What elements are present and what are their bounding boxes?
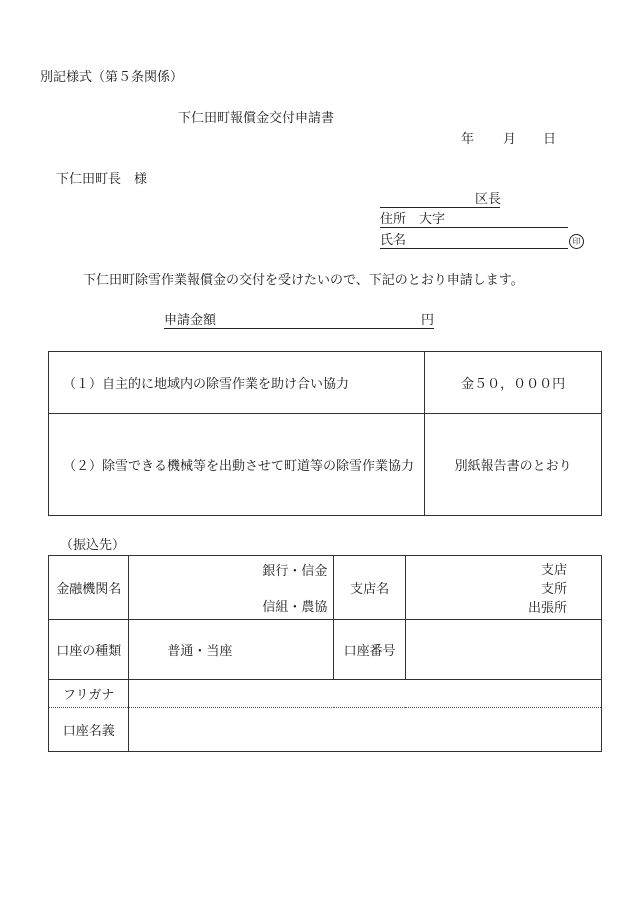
table-row — [49, 620, 602, 680]
account-number-label: 口座番号 — [334, 620, 405, 680]
bank-section-label: （振込先） — [60, 538, 126, 553]
address-label: 住所 大字 — [380, 212, 446, 227]
addressee: 下仁田町長 様 — [56, 172, 148, 187]
furigana-field[interactable] — [129, 680, 602, 708]
branch-type-shucchojo: 出張所 — [527, 601, 567, 616]
date-month-label: 月 — [503, 132, 517, 147]
institution-label: 金融機関名 — [49, 556, 129, 620]
item-value: 別紙報告書のとおり — [425, 414, 602, 516]
table-row — [49, 556, 602, 620]
institution-field[interactable] — [129, 556, 334, 620]
table-row — [49, 680, 602, 708]
account-holder-label: 口座名義 — [49, 708, 129, 752]
item-description: （１）自主的に地域内の除雪作業を助け合い協力 — [49, 352, 425, 414]
account-number-field[interactable] — [405, 620, 601, 680]
account-holder-field[interactable] — [129, 708, 602, 752]
item-value: 金５０，０００円 — [425, 352, 602, 414]
item-description: （２）除雪できる機械等を出動させて町道等の除雪作業協力 — [49, 414, 425, 516]
institution-types-bottom: 信組・農協 — [262, 600, 328, 615]
seal-text: 印 — [569, 234, 584, 249]
seal-mark — [569, 234, 584, 249]
address-underline — [380, 227, 568, 228]
date-day-label: 日 — [543, 132, 557, 147]
bank-table — [48, 555, 602, 752]
district-suffix: 区長 — [475, 192, 502, 207]
items-table — [48, 351, 602, 516]
amount-label: 申請金額 — [164, 313, 217, 328]
account-type-label: 口座の種類 — [49, 620, 129, 680]
name-underline — [380, 248, 568, 249]
furigana-label: フリガナ — [49, 680, 129, 708]
table-row — [49, 414, 602, 516]
institution-types-top: 銀行・信金 — [262, 564, 328, 579]
table-row — [49, 708, 602, 752]
branch-type-shisho: 支所 — [540, 582, 567, 597]
statement: 下仁田町除雪作業報償金の交付を受けたいので、下記のとおり申請します。 — [83, 273, 524, 288]
table-row — [49, 352, 602, 414]
branch-field[interactable] — [405, 556, 601, 620]
branch-type-shiten: 支店 — [540, 563, 567, 578]
form-label: 別記様式（第５条関係） — [40, 70, 184, 85]
account-type-value[interactable]: 普通・当座 — [129, 620, 334, 680]
date-year-label: 年 — [461, 132, 475, 147]
page-title: 下仁田町報償金交付申請書 — [178, 111, 335, 126]
district-underline — [380, 207, 500, 208]
amount-underline — [164, 328, 434, 329]
name-label: 氏名 — [380, 233, 407, 248]
amount-unit: 円 — [421, 313, 435, 328]
branch-label: 支店名 — [334, 556, 405, 620]
